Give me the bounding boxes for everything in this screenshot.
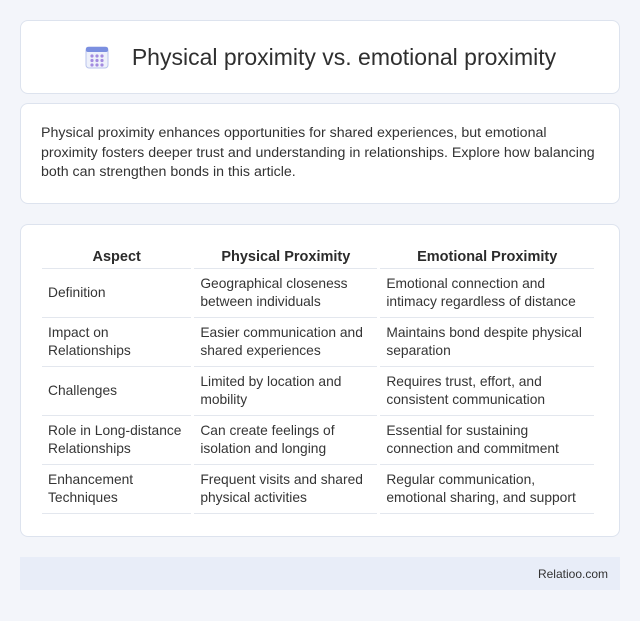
page-title: Physical proximity vs. emotional proximity <box>131 43 557 70</box>
table-cell: Definition <box>42 269 191 318</box>
table-cell: Impact on Relationships <box>42 318 191 367</box>
footer-site-name: Relatioo.com <box>537 566 608 581</box>
table-row <box>42 367 594 416</box>
table-cell: Regular communication, emotional sharing, and support <box>380 465 594 514</box>
table-cell: Easier communication and shared experiences <box>194 318 377 367</box>
table-row <box>42 416 594 465</box>
table-row <box>42 269 594 318</box>
table-row <box>42 465 594 514</box>
table-cell: Maintains bond despite physical separation <box>380 318 594 367</box>
column-header: Physical Proximity <box>194 245 377 269</box>
table-cell: Enhancement Techniques <box>42 465 191 514</box>
table-cell: Geographical closeness between individuals <box>194 269 377 318</box>
column-header: Aspect <box>42 245 191 269</box>
intro-paragraph: Physical proximity enhances opportunities for shared experiences, but emotional proximity fosters deeper trust and understanding in relationships. Explore how balancing both can strengthen bonds in this article. <box>41 125 595 180</box>
table-row <box>42 318 594 367</box>
table-cell: Can create feelings of isolation and longing <box>194 416 377 465</box>
column-header: Emotional Proximity <box>380 245 594 269</box>
table-cell: Role in Long-distance Relationships <box>42 416 191 465</box>
table-cell: Frequent visits and shared physical activities <box>194 465 377 514</box>
table-cell: Emotional connection and intimacy regardless of distance <box>380 269 594 318</box>
intro-card <box>20 103 620 204</box>
calendar-grid-icon <box>84 44 110 70</box>
header-card <box>20 20 620 94</box>
table-cell: Challenges <box>42 367 191 416</box>
table-cell: Essential for sustaining connection and commitment <box>380 416 594 465</box>
comparison-table <box>39 245 597 514</box>
footer-bar <box>20 557 620 590</box>
table-cell: Requires trust, effort, and consistent communication <box>380 367 594 416</box>
table-header-row <box>42 245 594 269</box>
comparison-card <box>20 224 620 537</box>
table-cell: Limited by location and mobility <box>194 367 377 416</box>
